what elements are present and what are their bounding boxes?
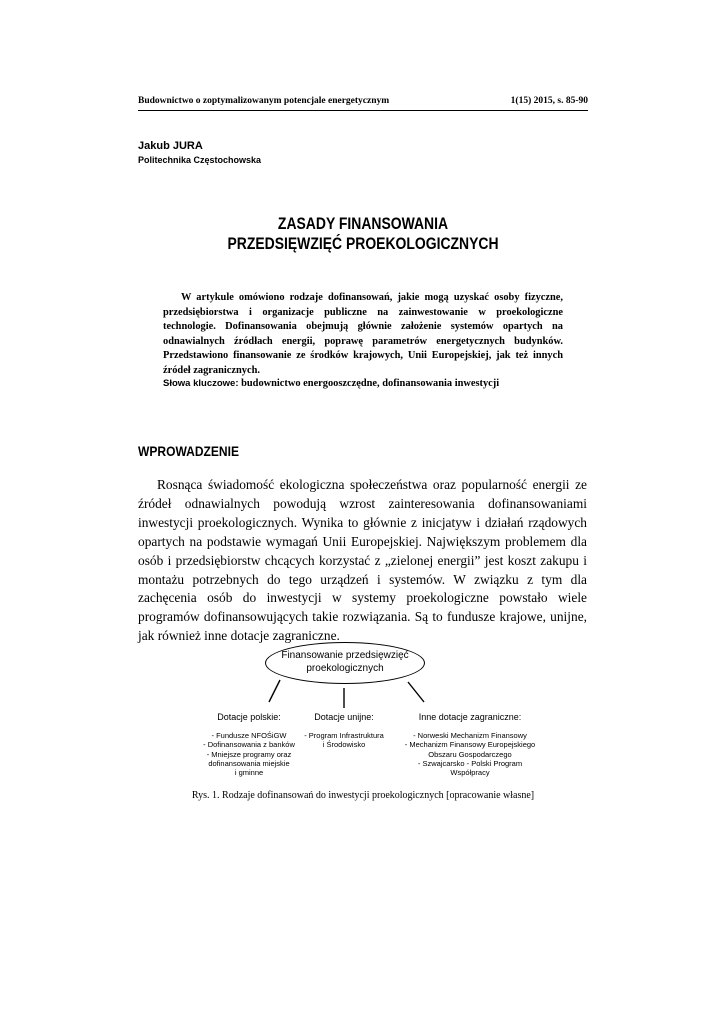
funding-diagram [190, 640, 540, 790]
title-line-1: ZASADY FINANSOWANIA [277, 214, 449, 233]
column-items-polish [190, 731, 308, 777]
list-item: dofinansowania miejskie [208, 758, 290, 768]
abstract: W artykule omówiono rodzaje dofinansowań, jakie mogą uzyskać osoby fizyczne, przedsiębiorstwa i organizacje publiczne na zainwestowanie w proekologiczne technologie. Dofinansowania obejmują głównie założenie systemów opartych na odnawialnych źródłach energii, poprawę parametrów energetycznych budynków. Przedstawiono finansowanie ze środków krajowych, Unii Europejskiej, jak też innych źródeł zagranicznych. [163, 292, 563, 376]
column-heading-foreign: Inne dotacje zagraniczne: [418, 712, 522, 722]
list-item: - Program Infrastruktura [304, 731, 384, 740]
list-item: - Norweski Mechanizm Finansowy [413, 731, 527, 740]
diagram-root-line-2: proekologicznych [306, 663, 384, 674]
keywords-text: budownictwo energooszczędne, dofinansowania inwestycji [241, 378, 500, 389]
author-name: Jakub JURA [138, 140, 203, 152]
issue-pages: 1(15) 2015, s. 85-90 [510, 96, 588, 106]
author-affiliation: Politechnika Częstochowska [138, 155, 262, 165]
title-line-2: PRZEDSIĘWZIĘĆ PROEKOLOGICZNYCH [227, 234, 499, 253]
arrow-right [408, 682, 424, 702]
list-item: - Mechanizm Finansowy Europejskiego [404, 740, 536, 750]
journal-name: Budownictwo o zoptymalizowanym potencjale energetycznym [138, 96, 390, 106]
list-item: i gminne [234, 768, 264, 778]
keywords [163, 377, 563, 390]
column-heading-eu: Dotacje unijne: [314, 712, 374, 722]
column-items-foreign [395, 731, 545, 777]
list-item: - Mniejsze programy oraz [206, 749, 292, 759]
list-item: - Szwajcarsko - Polski Program [417, 758, 523, 768]
figure-caption: Rys. 1. Rodzaje dofinansowań do inwestycji proekologicznych [opracowanie własne] [191, 790, 535, 801]
column-heading-polish: Dotacje polskie: [217, 712, 281, 722]
list-item: Obszaru Gospodarczego [428, 749, 512, 759]
intro-paragraph: Rosnąca świadomość ekologiczna społeczeństwa oraz popularność energii ze źródeł odnawialnych powodują wzrost zainteresowania dofinansowaniami inwestycji proekologicznych. Wynika to głównie z inicjatyw i działań rządowych opartych na podstawie wymagań Unii Europejskiej. Największym problemem dla osób i przedsiębiorstw chcących korzystać z „zielonej energii” jest koszt zakupu i montażu potrzebnych do tego urządzeń i systemów. W związku z tym dla zachęcenia osób do inwestycji w systemy proekologiczne powstało wiele programów dofinansowujących takie rozwiązania. Są to fundusze krajowe, unijne, jak również inne dotacje zagraniczne. [138, 477, 587, 644]
paper-title [179, 214, 548, 254]
diagram-arrows [190, 640, 540, 720]
keywords-label: Słowa kluczowe: [163, 378, 239, 389]
list-item: - Dofinansowania z banków [203, 740, 295, 750]
column-items-eu [295, 731, 393, 750]
arrow-left [269, 680, 280, 702]
section-heading: WPROWADZENIE [138, 443, 240, 459]
list-item: i Środowisko [322, 740, 366, 750]
list-item: Współpracy [450, 768, 490, 778]
list-item: - Fundusze NFOŚiGW [211, 731, 287, 740]
diagram-root-line-1: Finansowanie przedsięwzięć [281, 650, 409, 661]
header-rule [138, 110, 588, 111]
